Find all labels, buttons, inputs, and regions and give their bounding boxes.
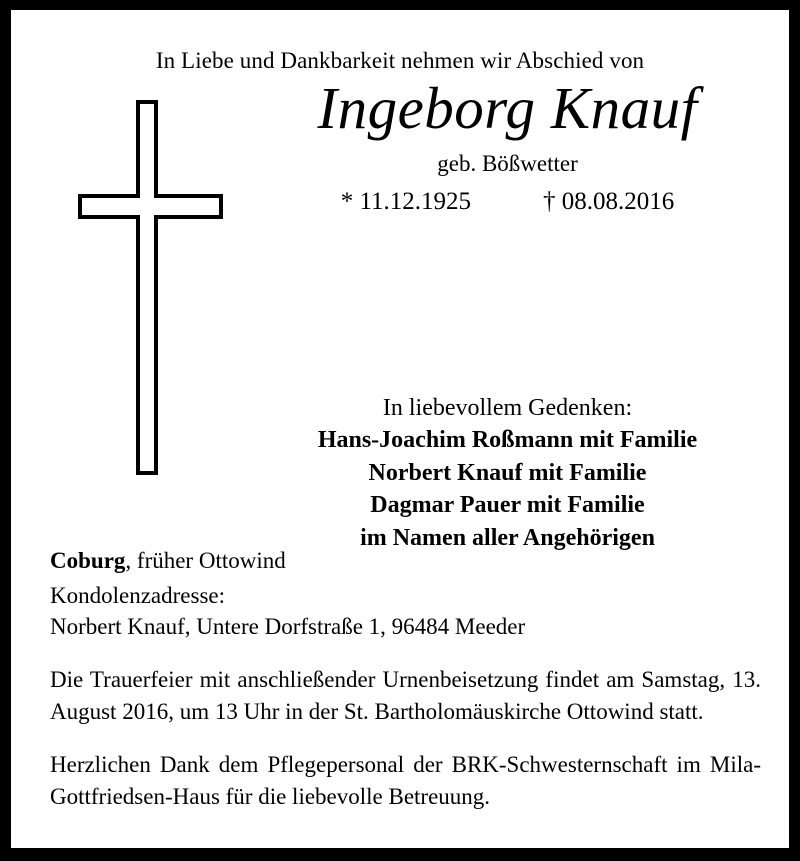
salutation-text: In Liebe und Dankbarkeit nehmen wir Abschied von <box>155 48 645 73</box>
thanks-text: Herzlichen Dank dem Pflegepersonal der BRK-Schwesternschaft im Mila-Gottfriedsen-Haus für die liebevolle Betreuung. <box>50 751 761 809</box>
mourner-line: im Namen aller Angehörigen <box>360 525 655 552</box>
memorial-cross-icon <box>78 100 223 475</box>
condolence-label: Kondolenzadresse: <box>50 582 225 608</box>
death-date: † 08.08.2016 <box>543 188 675 216</box>
city-name: Coburg <box>50 548 126 573</box>
memorial-intro: In liebevollem Gedenken: <box>382 394 633 421</box>
details-section <box>50 545 761 813</box>
name-column <box>236 75 779 218</box>
condolence-address: Norbert Knauf, Untere Dorfstraße 1, 96484 Meeder <box>50 614 526 640</box>
obituary-page <box>11 10 789 848</box>
memorial-block <box>236 392 779 555</box>
service-text: Die Trauerfeier mit anschließender Urnenbeisetzung findet am Samstag, 13. August 2016, um 13 Uhr in der St. Bartholomäuskirche Ottowind statt. <box>50 667 761 725</box>
mourner-line: Dagmar Pauer mit Familie <box>370 492 645 519</box>
birth-date: * 11.12.1925 <box>340 188 472 216</box>
mourner-line: Hans-Joachim Roßmann mit Familie <box>317 427 698 454</box>
former-residence: , früher Ottowind <box>125 548 286 573</box>
life-dates <box>236 187 779 217</box>
maiden-name: geb. Bößwetter <box>437 150 578 176</box>
service-paragraph <box>50 664 761 728</box>
thanks-paragraph <box>50 749 761 813</box>
deceased-name: Ingeborg Knauf <box>317 74 698 141</box>
hero-section <box>11 74 789 552</box>
mourner-line: Norbert Knauf mit Familie <box>368 459 647 486</box>
place-line <box>50 545 761 577</box>
